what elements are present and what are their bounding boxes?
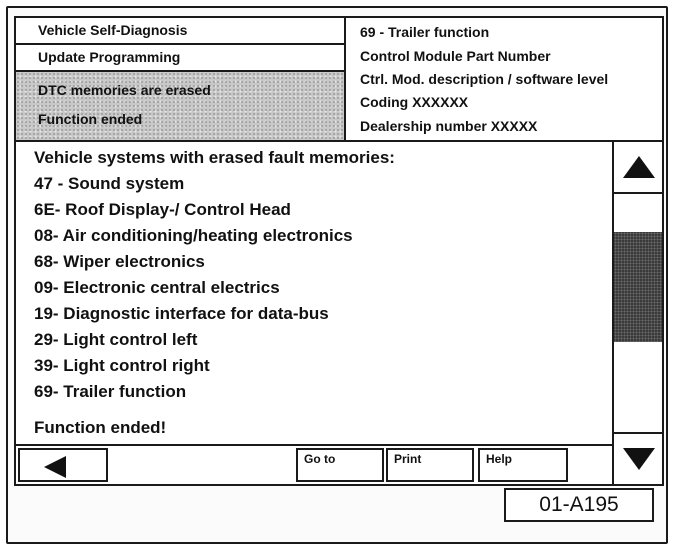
back-button[interactable] xyxy=(18,448,108,482)
list-item: 29- Light control left xyxy=(34,330,198,349)
module-description-label: Ctrl. Mod. description / software level xyxy=(360,71,609,87)
coding-label: Coding XXXXXX xyxy=(360,94,469,110)
list-item: 6E- Roof Display-/ Control Head xyxy=(34,200,291,219)
list-heading: Vehicle systems with erased fault memories: xyxy=(34,148,395,167)
module-title: 69 - Trailer function xyxy=(360,24,490,40)
list-item: 19- Diagnostic interface for data-bus xyxy=(34,304,329,323)
status-dtc-erased: DTC memories are erased xyxy=(38,82,211,98)
bottom-toolbar xyxy=(16,444,612,484)
list-item: 68- Wiper electronics xyxy=(34,252,205,271)
goto-button[interactable] xyxy=(296,448,384,482)
part-number-label: Control Module Part Number xyxy=(360,48,551,64)
list-item: 47 - Sound system xyxy=(34,174,185,193)
goto-label: Go to xyxy=(304,452,336,466)
update-programming-button[interactable]: Update Programming xyxy=(16,45,344,72)
dealership-number-label: Dealership number XXXXX xyxy=(360,118,538,134)
vehicle-self-diagnosis-button[interactable]: Vehicle Self-Diagnosis xyxy=(16,18,344,45)
list-item: 69- Trailer function xyxy=(34,382,187,401)
scrollbar[interactable] xyxy=(612,142,662,484)
arrow-down-icon xyxy=(623,448,655,470)
diagnostic-screen xyxy=(14,16,664,486)
figure-label: 01-A195 xyxy=(504,488,654,522)
arrow-up-icon xyxy=(623,156,655,178)
help-button[interactable] xyxy=(478,448,568,482)
help-label: Help xyxy=(486,452,513,466)
scroll-thumb[interactable] xyxy=(614,232,662,342)
function-ended-message: Function ended! xyxy=(34,418,167,437)
arrow-left-icon xyxy=(44,456,66,478)
scroll-up-button[interactable] xyxy=(614,142,662,194)
list-item: 09- Electronic central electrics xyxy=(34,278,280,297)
status-function-ended: Function ended xyxy=(38,111,143,127)
header-right-panel xyxy=(350,18,662,140)
list-item: 39- Light control right xyxy=(34,356,210,375)
print-button[interactable] xyxy=(386,448,474,482)
status-panel xyxy=(16,72,344,140)
list-item: 08- Air conditioning/heating electronics xyxy=(34,226,353,245)
header-divider xyxy=(16,140,662,142)
print-label: Print xyxy=(394,452,422,466)
header-left-panel xyxy=(16,18,346,140)
scroll-down-button[interactable] xyxy=(614,432,662,484)
